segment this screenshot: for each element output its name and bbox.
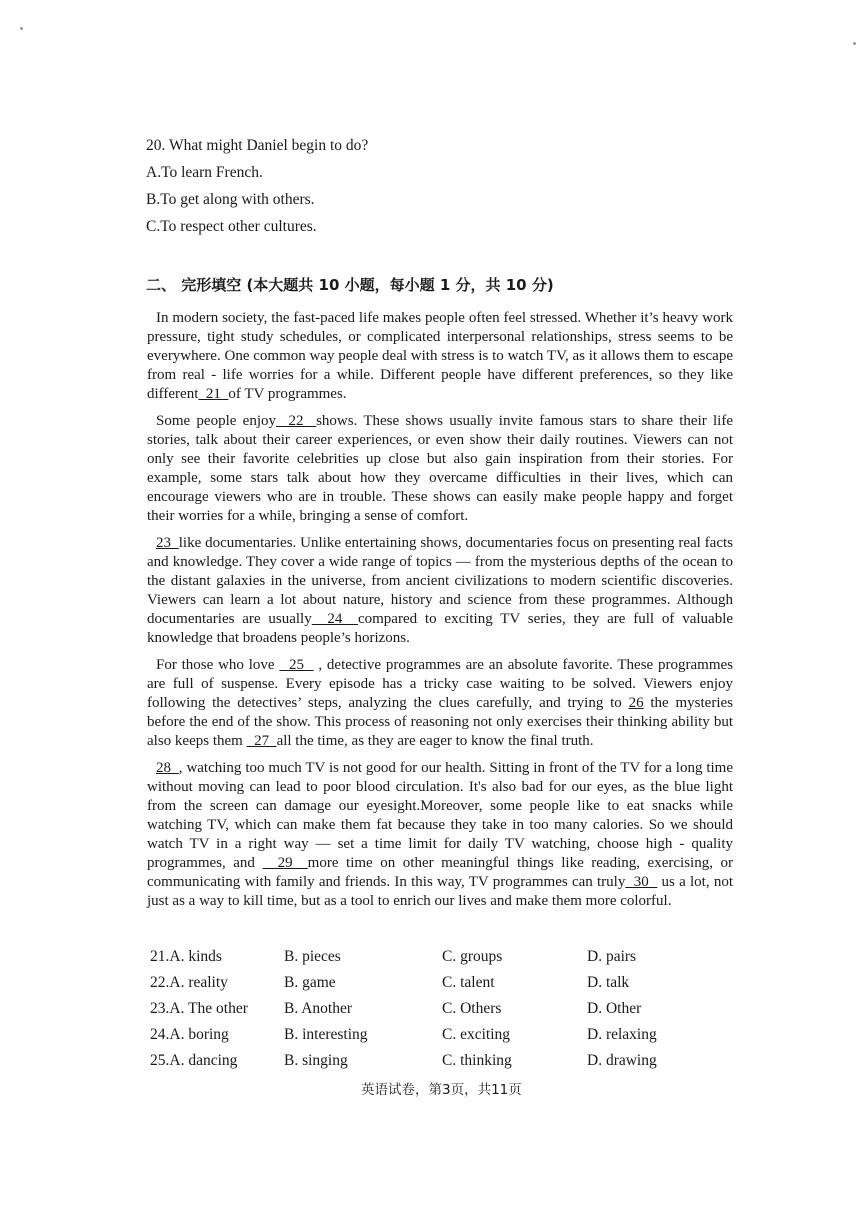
- blank-28: 28: [156, 760, 179, 776]
- option-b: B.To get along with others.: [146, 191, 315, 208]
- question-stem: 20. What might Daniel begin to do?: [146, 137, 369, 154]
- text: In modern society, the fast-paced life makes people often feel stressed. Whether it’s heavy work pressure, tight study schedules, or complicated interpersonal relationships, stress seems to be everywhere. One common way people deal with stress is to watch TV, as it allows them to escape from real - life worries for a while. Different people have different preferences, so they like different: [147, 310, 733, 402]
- blank-30: 30: [625, 874, 658, 890]
- choice: C. talent: [442, 974, 495, 991]
- choice: D. relaxing: [587, 1026, 657, 1043]
- option-c: C.To respect other cultures.: [146, 218, 317, 235]
- choice-row-25: [150, 1052, 710, 1078]
- blank-24: 24: [311, 611, 358, 627]
- paragraph-2: [147, 412, 733, 526]
- choice: C. exciting: [442, 1026, 511, 1043]
- blank-25: 25: [279, 657, 314, 673]
- blank-21: 21: [198, 386, 229, 402]
- choice: C. groups: [442, 948, 503, 965]
- scan-speck: [20, 27, 23, 30]
- blank-29: 29: [262, 855, 308, 871]
- choice: B. interesting: [284, 1026, 368, 1043]
- blank-22: 22: [276, 413, 317, 429]
- choice: B. game: [284, 974, 336, 991]
- choice: C. thinking: [442, 1052, 512, 1069]
- choice-row-22: [150, 974, 710, 1000]
- option-a: A.To learn French.: [146, 164, 263, 181]
- text: like documentaries. Unlike entertaining shows, documentaries focus on presenting real facts and knowledge. They cover a wide range of topics — from the mysterious depths of the ocean to the distant galaxies in the universe, from ancient civilizations to modern scientific discoveries. Viewers can learn a lot about nature, history and science from these programmes. Although documentaries are usually: [147, 535, 734, 627]
- section-title: 二、 完形填空 (本大题共 10 小题，每小题 1 分，共 10 分): [146, 276, 554, 294]
- page-footer: 英语试卷，第3页，共11页: [361, 1082, 522, 1098]
- paragraph-5: [147, 759, 733, 911]
- choice: D. talk: [587, 974, 630, 991]
- paragraph-1: [147, 309, 733, 404]
- blank-23: 23: [156, 535, 179, 551]
- choice: D. drawing: [587, 1052, 657, 1069]
- text: , detective programmes are an absolute favorite. These programmes are full of suspense. Every episode has a tricky case waiting to be solved. Viewers enjoy following the detectives’ steps, analyzing the clues carefully, and trying to: [147, 657, 733, 711]
- choice-row-24: [150, 1026, 710, 1052]
- text: us a lot, not just as a way to kill time, but as a tool to enrich our lives and make them more colorful.: [147, 874, 733, 909]
- paragraph-4: [147, 656, 733, 751]
- choice: B. singing: [284, 1052, 348, 1069]
- blank-26: 26: [628, 695, 644, 711]
- answer-choices: [150, 948, 710, 1078]
- choice: 25.A. dancing: [150, 1052, 238, 1069]
- text: more time on other meaningful things like reading, exercising, or communicating with family and friends. In this way, TV programmes can truly: [147, 855, 733, 890]
- text: shows. These shows usually invite famous stars to share their life stories, talk about their career experiences, or even show their daily routines. Viewers can not only see their favorite celebrities up close but also gain inspiration from their stories. For example, some stars talk about how they overcame difficulties in their lives, which can encourage viewers who are in trouble. These shows can easily make people happy and forget their worries for a while, bringing a sense of comfort.: [147, 413, 734, 524]
- choice-row-23: [150, 1000, 710, 1026]
- choice: C. Others: [442, 1000, 502, 1017]
- choice: 23.A. The other: [150, 1000, 248, 1017]
- scan-speck: [853, 42, 856, 45]
- paragraph-3: [147, 534, 733, 648]
- text: the mysteries before the end of the show. This process of reasoning not only exercises their thinking ability but also keeps them: [147, 695, 733, 749]
- text: compared to exciting TV series, they are full of valuable knowledge that broadens people’s horizons.: [147, 611, 734, 646]
- choice: D. Other: [587, 1000, 642, 1017]
- text: For those who love: [156, 657, 280, 673]
- choice: B. Another: [284, 1000, 353, 1017]
- choice: 24.A. boring: [150, 1026, 229, 1043]
- blank-27: 27: [246, 733, 277, 749]
- choice: D. pairs: [587, 948, 637, 965]
- text: Some people enjoy: [156, 413, 277, 429]
- choice: B. pieces: [284, 948, 341, 965]
- text: all the time, as they are eager to know the final truth.: [276, 733, 594, 749]
- choice: 21.A. kinds: [150, 948, 222, 965]
- choice: 22.A. reality: [150, 974, 228, 991]
- text: , watching too much TV is not good for our health. Sitting in front of the TV for a long time without moving can lead to poor blood circulation. It's also bad for our eyes, as the blue light from the screen can damage our eyesight.Moreover, some people like to eat snacks while watching TV, which can make them fat because they take in too many calories. So we should watch TV in a right way — set a time limit for daily TV watching, choose high - quality programmes, and: [147, 760, 734, 871]
- choice-row-21: [150, 948, 710, 974]
- text: of TV programmes.: [228, 386, 347, 402]
- cloze-passage: [147, 309, 733, 919]
- question-20: [146, 132, 368, 240]
